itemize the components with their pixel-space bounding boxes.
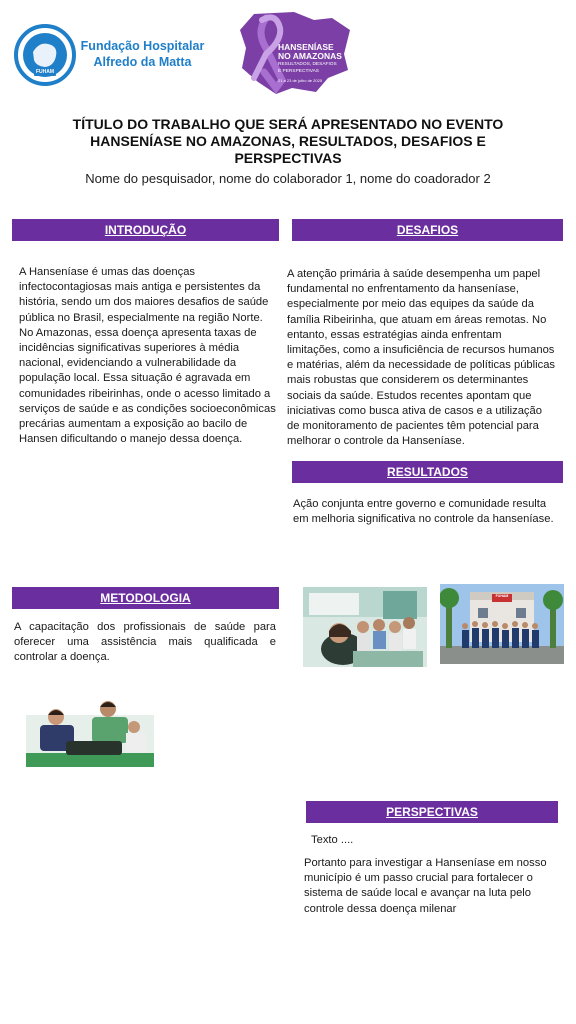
org-name <box>80 38 205 70</box>
photo-training-session <box>26 687 154 767</box>
event-logo-text <box>278 43 358 83</box>
event-title-line2: NO AMAZONAS <box>278 51 342 61</box>
section-heading-resultados: RESULTADOS <box>292 461 563 483</box>
resultados-text: Ação conjunta entre governo e comunidade resulta em melhoria significativa no controle da hanseníase. <box>293 498 554 526</box>
event-title-line1: HANSENÍASE <box>278 42 334 52</box>
section-heading-metodologia: METODOLOGIA <box>12 587 279 609</box>
org-name-line1: Fundação Hospitalar <box>80 39 205 53</box>
event-subtitle-1: RESULTADOS, DESAFIOS <box>278 62 337 67</box>
event-date: 21 a 23 de julho de 2025 <box>278 78 323 83</box>
fuham-logo <box>14 24 76 86</box>
section-heading-desafios: DESAFIOS <box>292 219 563 241</box>
photo-team-building <box>440 584 564 664</box>
event-subtitle-2: E PERSPECTIVAS <box>278 68 319 74</box>
section-heading-perspectivas: PERSPECTIVAS <box>306 801 558 823</box>
photo-team-classroom <box>303 587 427 667</box>
authors-line: Nome do pesquisador, nome do colaborador 1, nome do coadorador 2 <box>85 171 491 186</box>
perspectivas-placeholder: Texto .... <box>311 834 354 846</box>
perspectivas-text: Portanto para investigar a Hanseníase em nosso município é um passo crucial para fortalecer o sistema de saúde local e avançar na luta pelo controle dessa doença milenar <box>304 857 547 915</box>
org-name-line2: Alfredo da Matta <box>93 55 192 69</box>
section-heading-introducao: INTRODUÇÃO <box>12 219 279 241</box>
introducao-text: A Hanseníase é umas das doenças infectocontagiosas mais antiga e persistentes da história, sendo um dos maiores desafios de saúde pública no Brasil, especialmente na região Norte. No Amazonas, essa doença apresenta taxas de incidências significativas superiores à média nacional, evidenciando a vulnerabilidade da população local. Essa situação é agravada em comunidades ribeirinhas, onde o acesso limitado a serviços de saúde e as condições socioeconômicas precárias aumentam a exposição ao bacilo de Hansen dificultando o manejo dessa doença. <box>19 266 276 446</box>
metodologia-text: A capacitação dos profissionais de saúde para oferecer uma assistência mais qualificada e controlar a doença. <box>14 621 276 664</box>
poster-title: TÍTULO DO TRABALHO QUE SERÁ APRESENTADO NO EVENTO HANSENÍASE NO AMAZONAS, RESULTADOS, DESAFIOS E PERSPECTIVAS <box>72 116 504 166</box>
desafios-text: A atenção primária à saúde desempenha um papel fundamental no enfrentamento da hanseníase, especialmente por meio das equipes da saúde da família Ribeirinha, que atuam em áreas remotas. No entanto, essas estratégias ainda enfrentam limitações, como a insuficiência de recursos humanos e matérias, além da necessidade de políticas públicas mais robustas que considerem os determinantes sociais da saúde. Estudos recentes apontam que iniciativas como busca ativa de casos e a utilização de monitoramento de pacientes têm potencial para melhorar o controle da Hanseníase. <box>287 268 556 448</box>
logo-badge: FUHAM <box>35 69 55 75</box>
building-sign: FUHAM <box>495 594 509 598</box>
